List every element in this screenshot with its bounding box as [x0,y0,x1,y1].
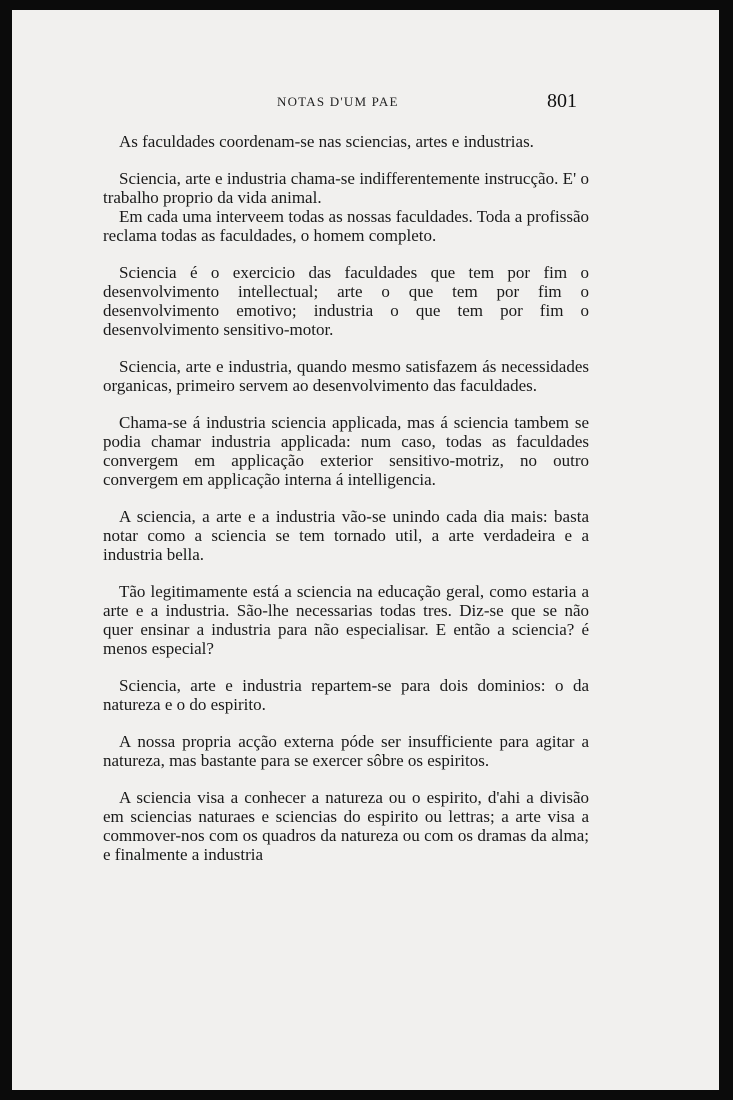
paragraph: Em cada uma interveem todas as nossas faculdades. Toda a profissão reclama todas as faculdades, o homem completo. [103,207,589,245]
paragraph: Sciencia, arte e industria repartem-se para dois dominios: o da natureza e o do espirito. [103,676,589,714]
body-text [103,132,589,864]
paragraph: Sciencia é o exercicio das faculdades que tem por fim o desenvolvimento intellectual; arte o que tem por fim o desenvolvimento emotivo; industria o que tem por fim o desenvolvimento sensitivo-motor. [103,263,589,339]
book-page [12,10,719,1090]
paragraph: As faculdades coordenam-se nas sciencias, artes e industrias. [119,132,534,151]
paragraph: Sciencia, arte e industria, quando mesmo satisfazem ás necessidades organicas, primeiro servem ao desenvolvimento das faculdades. [103,357,589,395]
page-number: 801 [547,90,577,112]
running-title: NOTAS D'UM PAE [277,94,399,109]
paragraph: Chama-se á industria sciencia applicada, mas á sciencia tambem se podia chamar industria applicada: num caso, todas as faculdades convergem em applicação exterior sensitivo-motriz, no outro convergem em applicação interna á intelligencia. [103,413,589,489]
paragraph: A nossa propria acção externa póde ser insufficiente para agitar a natureza, mas bastante para se exercer sôbre os espiritos. [103,732,589,770]
page-header [12,90,719,114]
paragraph: A sciencia visa a conhecer a natureza ou o espirito, d'ahi a divisão em sciencias naturaes e sciencias do espirito ou lettras; a arte visa a commover-nos com os quadros da natureza ou com os dramas da alma; e finalmente a industria [103,788,589,864]
paragraph: A sciencia, a arte e a industria vão-se unindo cada dia mais: basta notar como a sciencia se tem tornado util, a arte verdadeira e a industria bella. [103,507,589,564]
paragraph: Sciencia, arte e industria chama-se indifferentemente instrucção. E' o trabalho proprio da vida animal. [103,169,589,207]
paragraph: Tão legitimamente está a sciencia na educação geral, como estaria a arte e a industria. São-lhe necessarias todas tres. Diz-se que se não quer ensinar a industria para não especialisar. E então a sciencia? é menos especial? [103,582,589,658]
